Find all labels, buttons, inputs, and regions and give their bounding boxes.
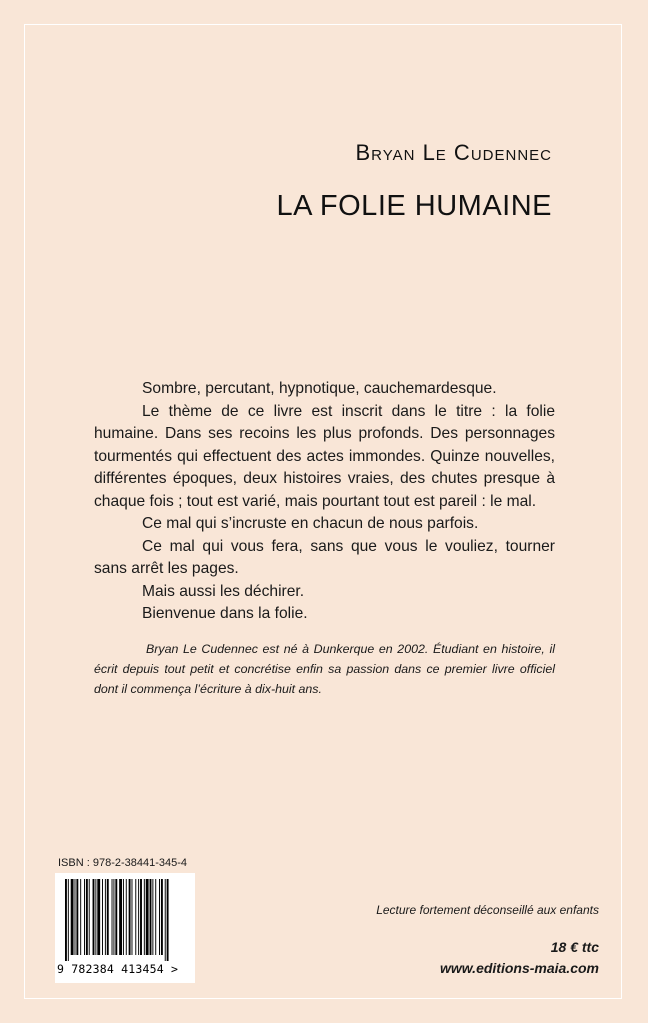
summary-paragraph: Le thème de ce livre est inscrit dans le titre : la folie humaine. Dans ses recoins les plus profonds. Des personnages tourmentés qui effectuent des actes immondes. Quinze nouvelles, différentes époques, deux histoires vraies, des chutes presque à chaque fois ; tout est varié, mais pourtant tout est pareil : le mal.: [94, 402, 555, 510]
barcode-bar: [65, 879, 67, 961]
barcode-bars: [61, 879, 189, 961]
barcode-bar: [140, 879, 142, 955]
barcode-bar: [102, 879, 103, 955]
barcode-bar: [146, 879, 149, 955]
author-name: Bryan Le Cudennec: [355, 140, 552, 165]
barcode-bar: [80, 879, 81, 955]
barcode-bar: [86, 879, 88, 955]
barcode-digits: 9 782384 413454 >: [57, 962, 179, 976]
summary-paragraph: Sombre, percutant, hypnotique, cauchemardesque.: [142, 380, 497, 397]
author-bio: Bryan Le Cudennec est né à Dunkerque en 2002. Étudiant en histoire, il écrit depuis tout petit et concrétise enfin sa passion dans ce premier livre officiel dont il commença l’écriture à dix-huit ans.: [94, 642, 555, 696]
barcode-bar: [95, 879, 96, 955]
barcode-bar: [71, 879, 74, 955]
barcode-bar: [132, 879, 133, 955]
book-title: LA FOLIE HUMAINE: [276, 190, 552, 222]
price: 18 € ttc: [550, 939, 599, 955]
barcode-bar: [119, 879, 122, 955]
barcode-bar: [144, 879, 145, 955]
barcode-bar: [155, 879, 156, 955]
barcode-bar: [76, 879, 78, 955]
summary-paragraph: Mais aussi les déchirer.: [142, 582, 305, 600]
barcode-bar: [89, 879, 90, 955]
barcode-bar: [68, 879, 69, 961]
barcode-bar: [123, 879, 124, 955]
summary-paragraph: Bienvenue dans la folie.: [142, 605, 308, 622]
barcode-bar: [84, 879, 85, 955]
barcode-bar: [161, 879, 163, 955]
barcode-bar: [126, 879, 127, 955]
barcode-bar: [97, 879, 100, 955]
barcode-bar: [165, 879, 166, 961]
barcode-bar: [105, 879, 106, 955]
barcode-bar: [107, 879, 109, 955]
barcode-bar: [138, 879, 139, 955]
age-warning: Lecture fortement déconseillé aux enfants: [376, 903, 599, 917]
barcode: [55, 873, 195, 983]
barcode-bar: [93, 879, 95, 955]
barcode-bar: [115, 879, 117, 955]
barcode-bar: [167, 879, 169, 961]
barcode-bar: [112, 879, 113, 955]
barcode-bar: [135, 879, 136, 955]
barcode-bar: [75, 879, 76, 955]
summary-text: [94, 378, 555, 626]
barcode-bar: [159, 879, 160, 955]
isbn-label: ISBN : 978-2-38441-345-4: [58, 857, 188, 869]
barcode-bar: [150, 879, 152, 955]
barcode-bar: [113, 879, 114, 955]
summary-paragraph: Ce mal qui vous fera, sans que vous le vouliez, tourner sans arrêt les pages.: [94, 537, 555, 577]
publisher-website: www.editions-maia.com: [440, 960, 599, 976]
barcode-bar: [129, 879, 131, 955]
summary-paragraph: Ce mal qui s’incruste en chacun de nous parfois.: [142, 515, 479, 532]
barcode-bar: [152, 879, 153, 955]
